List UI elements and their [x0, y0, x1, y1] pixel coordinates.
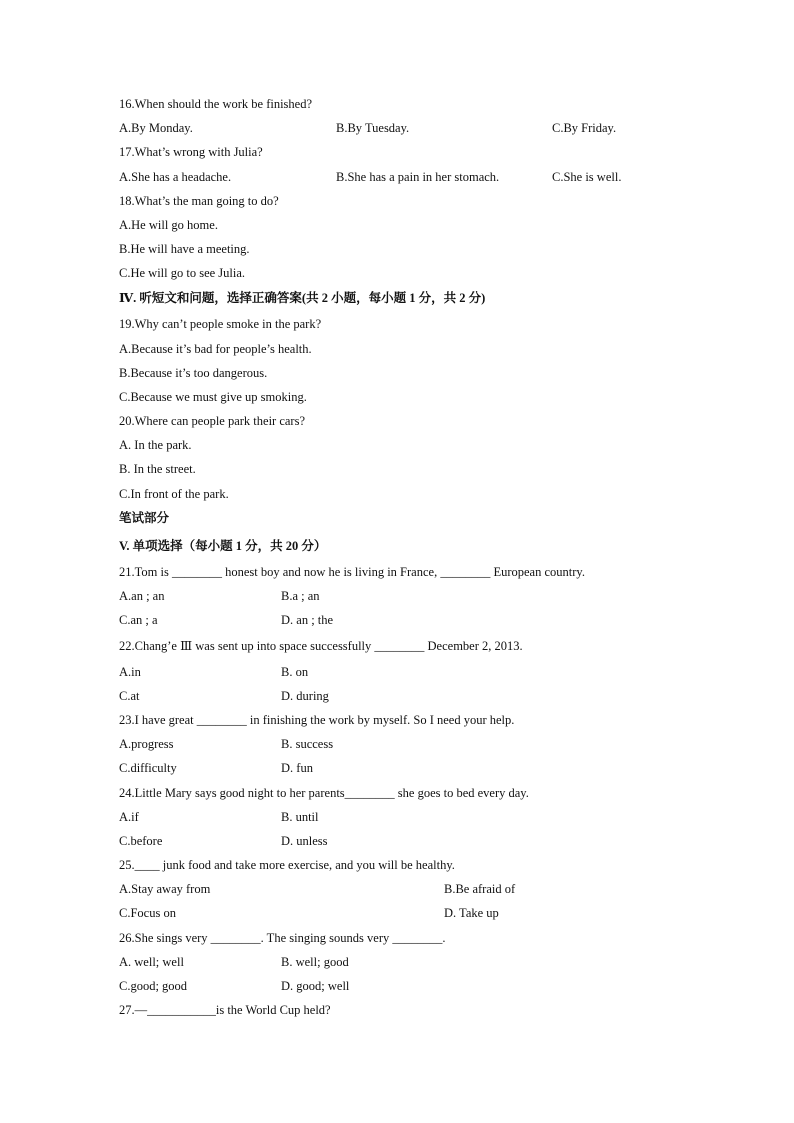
q17-option-b: B.She has a pain in her stomach. [336, 170, 500, 184]
q25-option-a: A.Stay away from [119, 882, 211, 896]
q22-option-c: C.at [119, 689, 140, 703]
q24-option-d: D. unless [281, 834, 328, 848]
q21-option-a: A.an ; an [119, 589, 165, 603]
q23-option-a: A.progress [119, 737, 174, 751]
q26-option-c: C.good; good [119, 979, 188, 993]
q19-option-a: A.Because it’s bad for people’s health. [119, 342, 312, 356]
q21-option-d: D. an ; the [281, 613, 334, 627]
written-section-heading: 笔试部分 [119, 511, 170, 525]
q24-option-c: C.before [119, 834, 163, 848]
q16-option-b: B.By Tuesday. [336, 121, 410, 135]
question-23: 23.I have great ________ in finishing the work by myself. So I need your help. [119, 713, 515, 727]
q20-option-a: A. In the park. [119, 438, 192, 452]
q18-option-b: B.He will have a meeting. [119, 242, 250, 256]
q20-option-c: C.In front of the park. [119, 487, 229, 501]
q17-option-c: C.She is well. [552, 170, 622, 184]
q25-option-c: C.Focus on [119, 906, 176, 920]
q18-option-a: A.He will go home. [119, 218, 218, 232]
q21-option-b: B.a ; an [281, 589, 320, 603]
q21-option-c: C.an ; a [119, 613, 158, 627]
q19-option-c: C.Because we must give up smoking. [119, 390, 307, 404]
q22-option-a: A.in [119, 665, 141, 679]
q26-option-a: A. well; well [119, 955, 184, 969]
q20-option-b: B. In the street. [119, 462, 196, 476]
q23-option-d: D. fun [281, 761, 313, 775]
q24-option-a: A.if [119, 810, 139, 824]
section-4-heading: Ⅳ. 听短文和问题，选择正确答案(共 2 小题，每小题 1 分，共 2 分) [119, 291, 486, 305]
question-18: 18.What’s the man going to do? [119, 194, 279, 208]
q25-option-d: D. Take up [444, 906, 499, 920]
question-25: 25.____ junk food and take more exercise, and you will be healthy. [119, 858, 455, 872]
q18-option-c: C.He will go to see Julia. [119, 266, 246, 280]
section-5-heading: V. 单项选择（每小题 1 分，共 20 分） [119, 539, 327, 553]
q19-option-b: B.Because it’s too dangerous. [119, 366, 268, 380]
q25-option-b: B.Be afraid of [444, 882, 516, 896]
q23-option-b: B. success [281, 737, 334, 751]
q16-option-a: A.By Monday. [119, 121, 193, 135]
q22-option-b: B. on [281, 665, 309, 679]
q24-option-b: B. until [281, 810, 319, 824]
question-17: 17.What’s wrong with Julia? [119, 145, 263, 159]
question-26: 26.She sings very ________. The singing sounds very ________. [119, 931, 446, 945]
q16-option-c: C.By Friday. [552, 121, 617, 135]
question-19: 19.Why can’t people smoke in the park? [119, 317, 322, 331]
q23-option-c: C.difficulty [119, 761, 177, 775]
question-20: 20.Where can people park their cars? [119, 414, 306, 428]
q26-option-b: B. well; good [281, 955, 349, 969]
q17-option-a: A.She has a headache. [119, 170, 232, 184]
question-24: 24.Little Mary says good night to her parents________ she goes to bed every day. [119, 786, 529, 800]
q26-option-d: D. good; well [281, 979, 350, 993]
question-22: 22.Chang’e Ⅲ was sent up into space successfully ________ December 2, 2013. [119, 639, 523, 653]
question-21: 21.Tom is ________ honest boy and now he is living in France, ________ European country. [119, 565, 585, 579]
question-16: 16.When should the work be finished? [119, 97, 313, 111]
q22-option-d: D. during [281, 689, 329, 703]
question-27: 27.—___________is the World Cup held? [119, 1003, 331, 1017]
